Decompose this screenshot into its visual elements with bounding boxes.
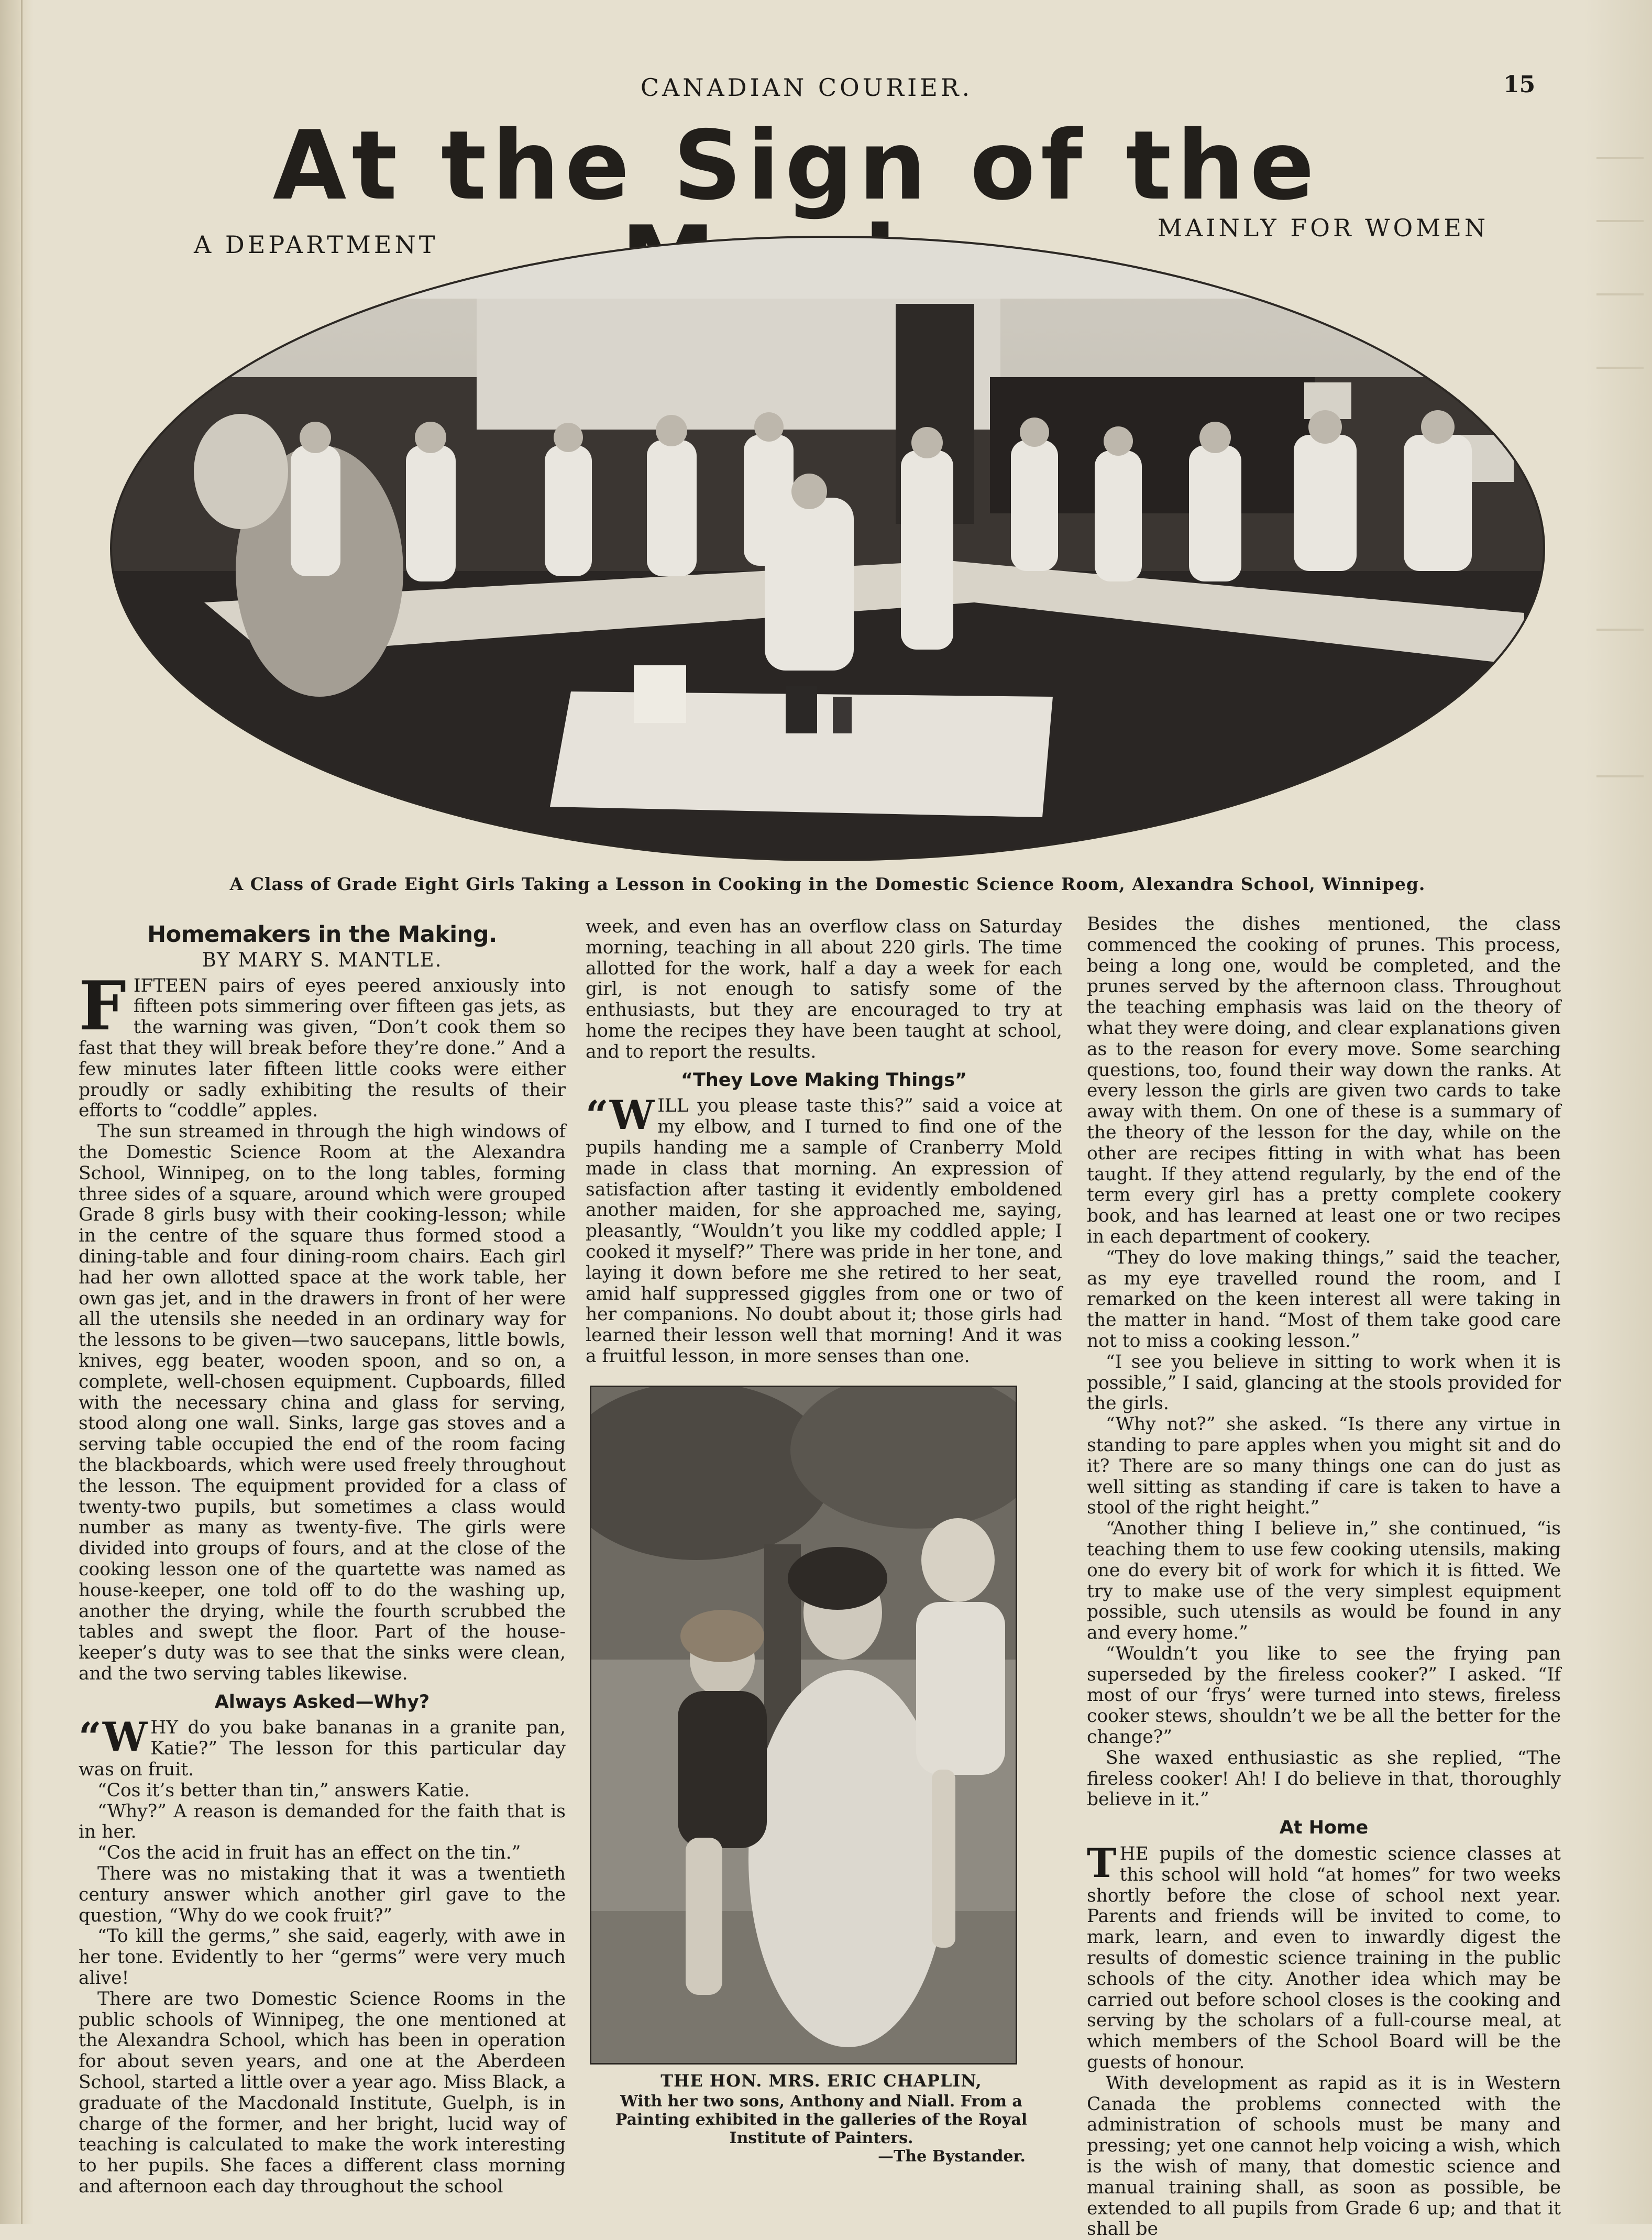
paragraph: FIFTEEN pairs of eyes peered anxiously into fifteen pots simmering over fifteen gas jets, as the warning was given, “Don’t cook them so fast that they will break before they’re done.” And a few minutes later fifteen little cooks were either proudly or sadly exhibiting the results of their efforts to “coddle” apples. — [79, 967, 566, 1122]
paragraph: She waxed enthusiastic as she replied, “The fireless cooker! Ah! I do believe in that, thoroughly believe in it.” — [1087, 1747, 1561, 1810]
portrait-credit: —The Bystander. — [877, 2147, 1026, 2166]
drop-cap: T — [1087, 1840, 1117, 1887]
article-byline: BY MARY S. MANTLE. — [202, 948, 443, 971]
paragraph: With development as rapid as it is in Western Canada the problems connected with the administration of schools must be many and pressing; yet one cannot help voicing a wish, which is the wish of many, that domestic science and manual training shall, as soon as possible, be extended to all pupils from Grade 6 up; and that it shall be — [1087, 2072, 1561, 2240]
paragraph: “Why?” A reason is demanded for the faith that is in her. — [79, 1800, 566, 1843]
paragraph: week, and even has an overflow class on Saturday morning, teaching in all about 220 girls. The time allotted for the work, half a day a week for each girl, is not enough to satisfy some of the enthusiasts, but they are encouraged to try at home the recipes they have been taught at school, and to report the results. — [586, 916, 1062, 1062]
facing-page-edge — [1584, 0, 1652, 2224]
page-number: 15 — [1503, 71, 1536, 98]
paragraph: “Why not?” she asked. “Is there any virtue in standing to pare apples when you might sit and do it? There are so many things one can do just as well sitting as standing if care is taken to have a stool of the right height.” — [1087, 1414, 1561, 1519]
department-subtitle: MAINLY FOR WOMEN — [1158, 214, 1489, 242]
article-column-2 — [586, 917, 1062, 1367]
paragraph: There was no mistaking that it was a twentieth century answer which another girl gave to the question, “Why do we cook fruit?” — [79, 1863, 566, 1926]
paragraph: “WILL you please taste this?” said a voice at my elbow, and I turned to find one of the pupils handing me a sample of Cranberry Mold made in class that morning. An expression of satisfaction after tasting it evidently emboldened another maiden, for she approached me, saying, pleasantly, “Wouldn’t you like my coddled apple; I cooked it myself?” There was pride in her tone, and laying it down before me she retired to her seat, amid half suppressed giggles from one or two of her companions. No doubt about it; those girls had learned their lesson well that morning! And it was a fruitful lesson, in more senses than one. — [586, 1092, 1062, 1367]
paragraph: “I see you believe in sitting to work when it is possible,” I said, glancing at the stools provided for the girls. — [1087, 1351, 1561, 1414]
article-column-3 — [1087, 914, 1561, 2240]
page-gutter — [0, 0, 34, 2224]
article-column-1 — [79, 921, 566, 2198]
portrait-description: With her two sons, Anthony and Niall. From a Painting exhibited in the galleries of the Royal Institute of Painters. — [615, 2092, 1028, 2147]
portrait-title: THE HON. MRS. ERIC CHAPLIN, — [660, 2071, 982, 2091]
paragraph: “Wouldn’t you like to see the frying pan superseded by the fireless cooker?” I asked. “If most of our ‘frys’ were turned into stews, fireless cooker stews, shouldn’t we be all the better for the change?” — [1087, 1643, 1561, 1748]
section-heading: “They Love Making Things” — [680, 1069, 967, 1091]
paragraph: The sun streamed in through the high windows of the Domestic Science Room at the Alexandra School, Winnipeg, on to the long tables, forming three sides of a square, around which were grouped Grade 8 girls busy with their cooking-lesson; while in the centre of the square thus formed stood a dining-table and four dining-room chairs. Each girl had her own allotted space at the work table, her own gas jet, and in the drawers in front of her were all the utensils she needed in an ordinary way for the lessons to be given—two saucepans, little bowls, knives, egg beater, wooden spoon, and so on, a complete, well-chosen equipment. Cupboards, filled with the necessary china and glass for serving, stood along one wall. Sinks, large gas stoves and a serving table occupied the end of the room facing the blackboards, which were used freely throughout the lesson. The equipment provided for a class of twenty-two pupils, but sometimes a class would number as many as twenty-five. The girls were divided into groups of fours, and at the close of the cooking lesson one of the quartette was named as house-keeper, one told off to do the washing up, another the drying, while the fourth scrubbed the tables and swept the floor. Part of the house-keeper’s duty was to see that the sinks were clean, and the two serving tables likewise. — [79, 1121, 566, 1684]
paragraph: Besides the dishes mentioned, the class commenced the cooking of prunes. This process, being a long one, would be completed, and the prunes served by the afternoon class. Throughout the teaching emphasis was laid on the theory of what they were doing, and clear explanations given as to the reason for every move. Some searching questions, too, found their way down the ranks. At every lesson the girls are given two cards to take away with them. On one of these is a summary of the theory of the lesson for the day, while on the other are recipes fitting in with what has been taught. If they attend regularly, by the end of the term every girl has a pretty complete cookery book, and has learned at least one or two recipes in each department of cookery. — [1087, 914, 1561, 1247]
paragraph: There are two Domestic Science Rooms in the public schools of Winnipeg, the one mentioned at the Alexandra School, which has been in operation for about seven years, and one at the Aberdeen School, started a little over a year ago. Miss Black, a graduate of the Macdonald Institute, Guelph, is in charge of the former, and her bright, lucid way of teaching is calculated to make the work interesting to her pupils. She faces a different class morning and afternoon each day throughout the school — [79, 1988, 566, 2198]
article-title: Homemakers in the Making. — [147, 921, 497, 948]
portrait-caption — [586, 2072, 1057, 2166]
department-masthead: At the Sign of the — [272, 110, 1320, 221]
paragraph: THE pupils of the domestic science classes at this school will hold “at homes” for two weeks shortly before the close of school next year. Parents and friends will be invited to come, to mark, learn, and even to inwardly digest the results of domestic science training in the public schools of the city. Another idea which may be carried out before school closes is the cooking and serving by the scholars of a full-course meal, at which members of the School Board will be the guests of honour. — [1087, 1840, 1561, 2073]
publication-name: CANADIAN COURIER. — [640, 73, 973, 102]
drop-cap: F — [79, 967, 126, 1046]
paragraph: “Cos the acid in fruit has an effect on the tin.” — [97, 1842, 521, 1864]
paragraph: “Another thing I believe in,” she continued, “is teaching them to use few cooking utensils, making one do every bit of work for which it is fitted. We try to make use of the very simplest equipment possible, such utensils as would be found in any and every home.” — [1087, 1518, 1561, 1644]
paragraph: “They do love making things,” said the teacher, as my eye travelled round the room, and I remarked on the keen interest all were taking in the matter in hand. “Most of them take good care not to miss a cooking lesson.” — [1087, 1247, 1561, 1352]
drop-cap: “W — [79, 1714, 148, 1761]
paragraph: “Cos it’s better than tin,” answers Katie. — [97, 1780, 470, 1801]
drop-cap: “W — [586, 1092, 655, 1139]
paragraph: “WHY do you bake bananas in a granite pan, Katie?” The lesson for this particular day was on fruit. — [79, 1714, 566, 1781]
paragraph: “To kill the germs,” she said, eagerly, with awe in her tone. Evidently to her “germs” were very much alive! — [79, 1926, 566, 1989]
portrait-painting — [590, 1386, 1017, 2065]
photo-caption: A Class of Grade Eight Girls Taking a Lesson in Cooking in the Domestic Science Room, Alexandra School, Winnipeg. — [229, 874, 1426, 894]
section-heading: At Home — [1279, 1817, 1369, 1839]
gutter-line — [21, 0, 23, 2224]
section-heading: Always Asked—Why? — [214, 1691, 430, 1712]
cooking-class-photo — [110, 236, 1545, 862]
department-label: A DEPARTMENT — [194, 230, 438, 259]
